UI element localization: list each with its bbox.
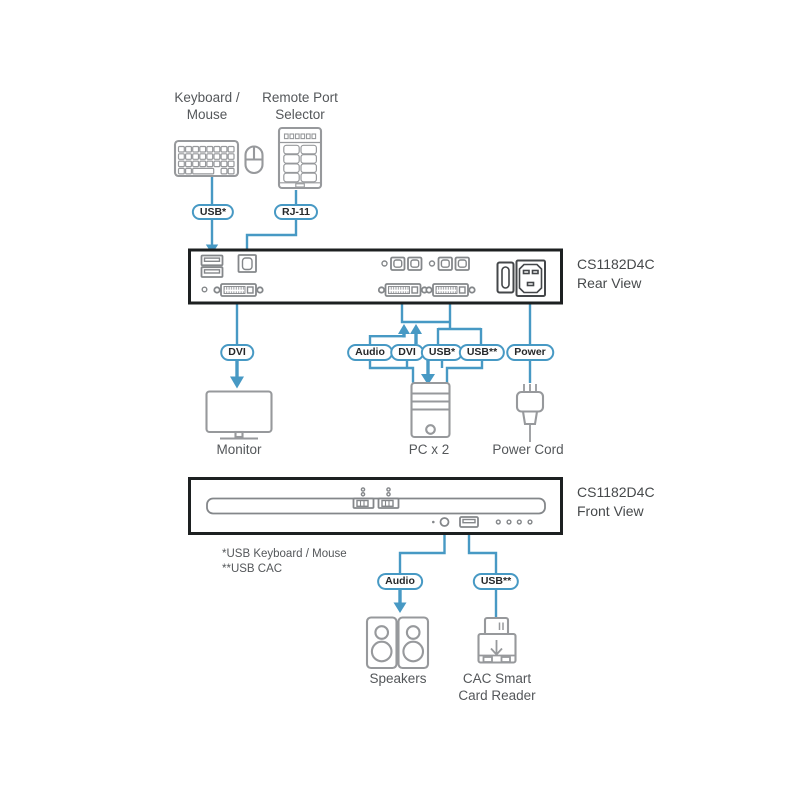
front-audio-wire — [394, 526, 445, 613]
audio-pill-rear: Audio — [347, 344, 393, 361]
monitor-label: Monitor — [216, 442, 262, 457]
dvi-monitor-wire — [230, 296, 244, 389]
dvi-pill-rear: DVI — [390, 344, 424, 361]
dvi-pill-monitor: DVI — [220, 344, 254, 361]
cac-reader-icon — [479, 618, 516, 663]
remote-port-selector-icon — [279, 128, 321, 188]
usb-pill-keyboard: USB* — [192, 204, 234, 221]
footnotes: *USB Keyboard / Mouse **USB CAC — [222, 548, 347, 575]
rear-rj11-port-icon — [239, 255, 257, 272]
usb-cac-pill-rear: USB** — [459, 344, 505, 361]
power-inlet-icon — [517, 261, 546, 297]
keyboard-mouse-label: Keyboard / Mouse — [174, 90, 240, 122]
keyboard-icon — [175, 141, 238, 176]
mouse-icon — [246, 147, 263, 174]
power-pill: Power — [506, 344, 554, 361]
usb-cac-pill-front: USB** — [473, 573, 519, 590]
front-view-title: CS1182D4C Front View — [577, 484, 655, 519]
selector-rj11-wire — [247, 190, 296, 254]
front-usb-wire — [469, 527, 496, 617]
rear-pc-wires — [370, 296, 482, 385]
speakers-icon — [367, 618, 428, 669]
pc-label: PC x 2 — [408, 442, 450, 457]
audio-pill-front: Audio — [377, 573, 423, 590]
pc-tower-icon — [412, 383, 450, 437]
cac-reader-label: CAC Smart Card Reader — [458, 671, 536, 703]
power-cord-label: Power Cord — [492, 442, 564, 457]
usb-pill-rear: USB* — [421, 344, 463, 361]
power-switch-icon — [498, 263, 514, 293]
speakers-label: Speakers — [369, 671, 427, 686]
remote-selector-label: Remote Port Selector — [262, 90, 338, 122]
power-cord-icon — [517, 384, 543, 442]
front-slot-icon — [207, 499, 545, 514]
monitor-icon — [207, 392, 272, 439]
rj11-pill: RJ-11 — [274, 204, 318, 221]
rear-view-title: CS1182D4C Rear View — [577, 256, 655, 291]
front-usb-port-icon — [460, 517, 478, 527]
